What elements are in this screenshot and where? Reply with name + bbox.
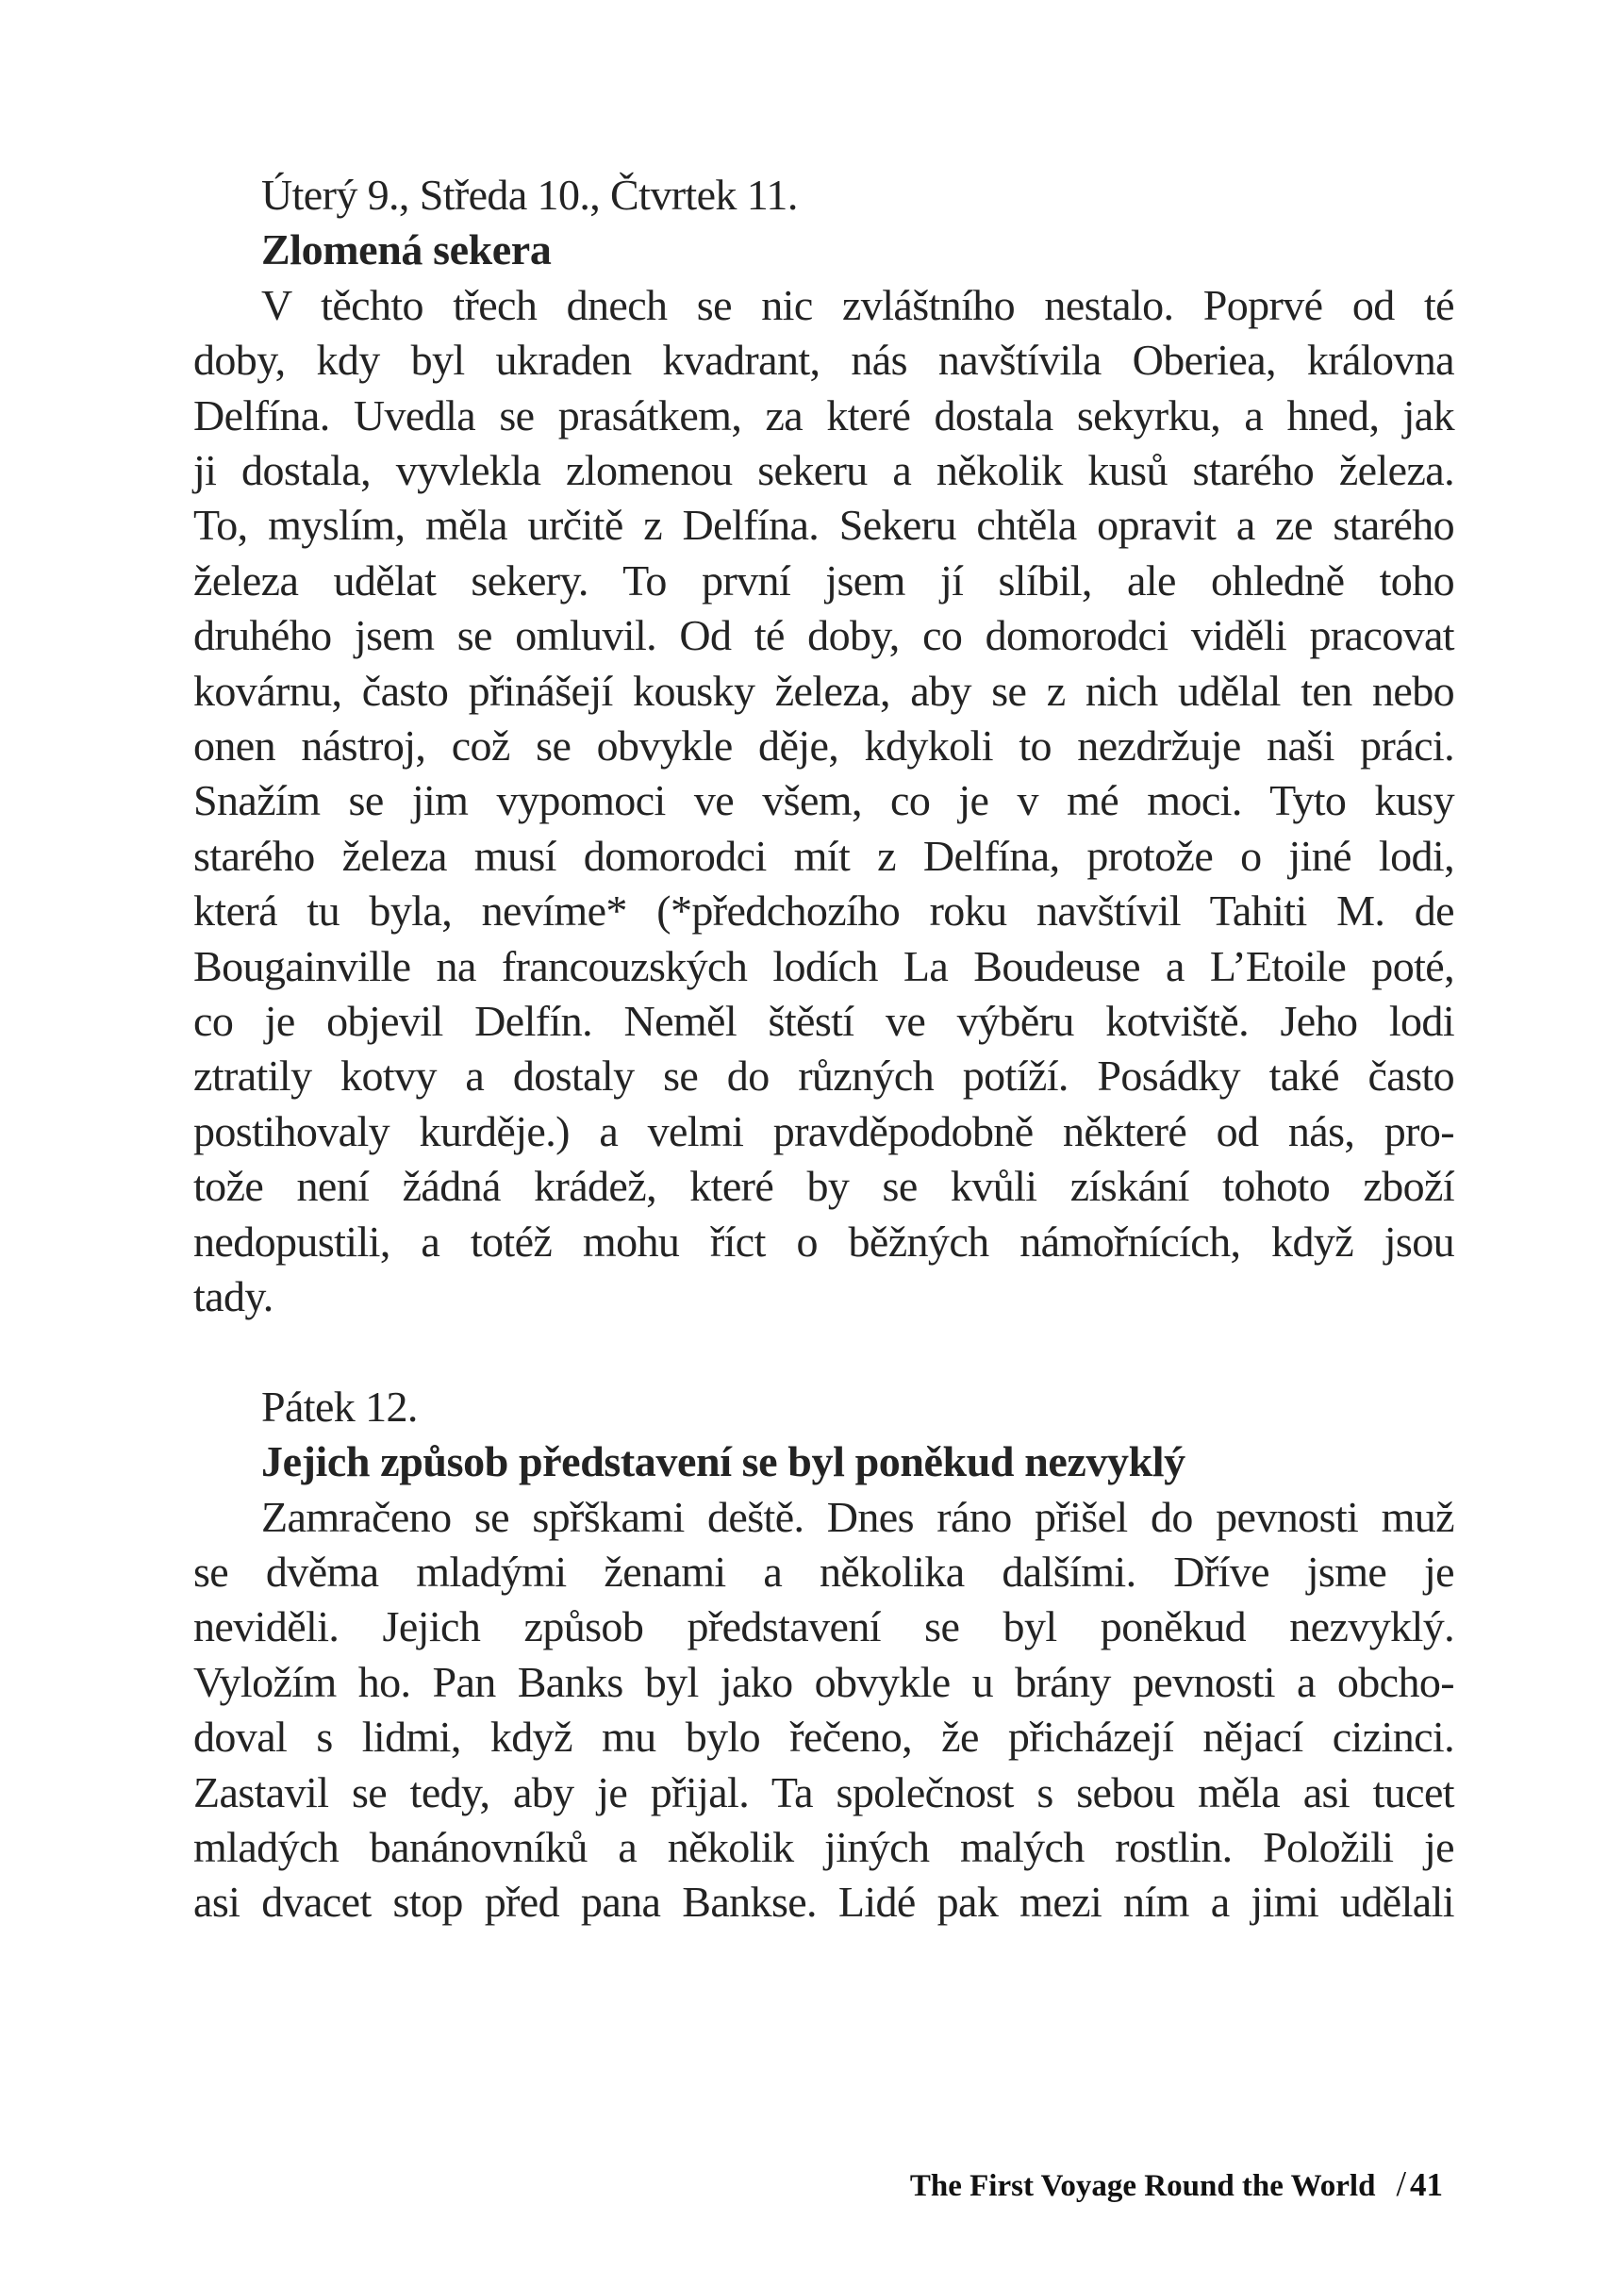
paragraph-line: onen nástroj, což se obvykle děje, kdykoli to nezdržuje naši práci. [193,721,1454,770]
entry-date: Pátek 12. [261,1383,418,1431]
paragraph-line: Bougainville na francouzských lodích La Boudeuse a L’Etoile poté, [193,942,1454,990]
paragraph-line: asi dvacet stop před pana Bankse. Lidé pak mezi ním a jimi udělali [193,1878,1454,1926]
paragraph-line: železa udělat sekery. To první jsem jí slíbil, ale ohledně toho [193,556,1454,605]
paragraph-line: co je objevil Delfín. Neměl štěstí ve výběru kotviště. Jeho lodi [193,997,1454,1045]
paragraph-line: doval s lidmi, když mu bylo řečeno, že přicházejí nějací cizinci. [193,1713,1454,1761]
paragraph-line: tože není žádná krádež, které by se kvůli získání tohoto zboží [193,1162,1454,1210]
paragraph-line: nedopustili, a totéž mohu říct o běžných námořnících, když jsou [193,1218,1454,1266]
page-number: 41 [1410,2166,1443,2203]
entry-heading: Zlomená sekera [261,225,552,273]
paragraph-line: ji dostala, vyvlekla zlomenou sekeru a několik kusů starého železa. [193,446,1454,494]
paragraph-line: doby, kdy byl ukraden kvadrant, nás navštívila Oberiea, královna [193,336,1454,384]
page-footer [849,2165,1443,2203]
paragraph-line: Vyložím ho. Pan Banks byl jako obvykle u brány pevnosti a obcho- [193,1658,1454,1706]
entry-date: Úterý 9., Středa 10., Čtvrtek 11. [261,171,798,219]
paragraph-line: Zamračeno se spřškami deště. Dnes ráno přišel do pevnosti muž [261,1493,1454,1541]
paragraph-line: Snažím se jim vypomoci ve všem, co je v mé moci. Tyto kusy [193,776,1454,824]
paragraph-line: kovárnu, často přinášejí kousky železa, aby se z nich udělal ten nebo [193,667,1454,715]
paragraph-line: To, myslím, měla určitě z Delfína. Sekeru chtěla opravit a ze starého [193,501,1454,549]
running-title: The First Voyage Round the World [909,2169,1376,2203]
paragraph-line: ztratily kotvy a dostaly se do různých potíží. Posádky také často [193,1052,1454,1100]
footer-separator: / [1396,2164,1406,2204]
paragraph-line: Delfína. Uvedla se prasátkem, za které dostala sekyrku, a hned, jak [193,391,1454,439]
paragraph-line: druhého jsem se omluvil. Od té doby, co domorodci viděli pracovat [193,611,1454,659]
paragraph-line: Zastavil se tedy, aby je přijal. Ta společnost s sebou měla asi tucet [193,1768,1454,1816]
paragraph-line: se dvěma mladými ženami a několika dalšími. Dříve jsme je [193,1548,1454,1596]
paragraph-line: neviděli. Jejich způsob představení se byl poněkud nezvyklý. [193,1602,1454,1650]
paragraph-line: postihovaly kurděje.) a velmi pravděpodobně některé od nás, pro- [193,1107,1454,1155]
paragraph-line: mladých banánovníků a několik jiných malých rostlin. Položili je [193,1823,1454,1871]
paragraph-line: starého železa musí domorodci mít z Delfína, protože o jiné lodi, [193,832,1454,880]
paragraph-line: V těchto třech dnech se nic zvláštního nestalo. Poprvé od té [261,281,1454,329]
paragraph-line: tady. [193,1272,273,1320]
paragraph-line: která tu byla, nevíme* (*předchozího roku navštívil Tahiti M. de [193,887,1454,935]
entry-heading: Jejich způsob představení se byl poněkud nezvyklý [261,1437,1185,1485]
